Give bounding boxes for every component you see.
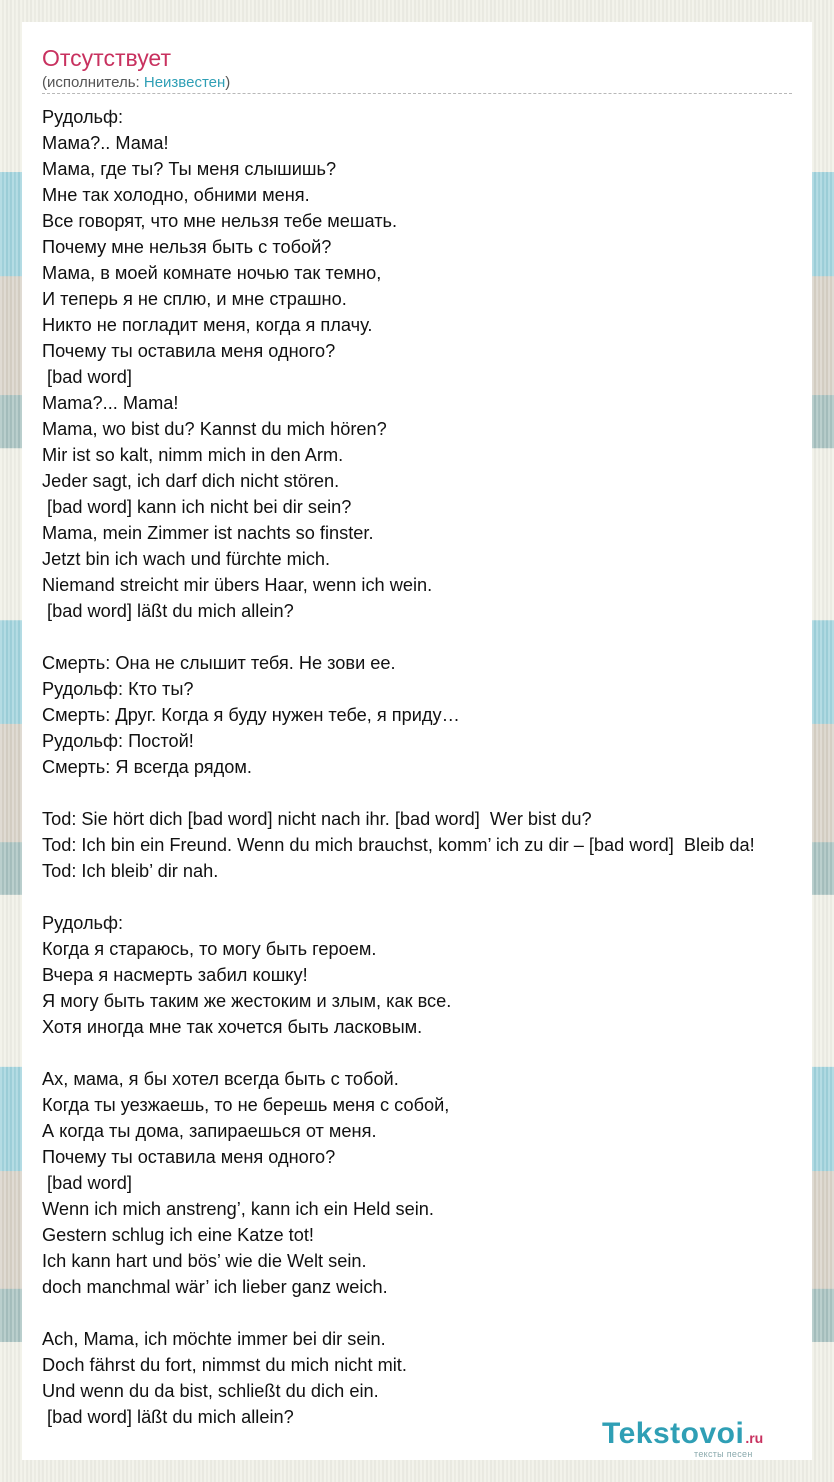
lyric-line: Почему ты оставила меня одного?: [42, 1147, 336, 1167]
performer-prefix: (исполнитель:: [42, 74, 144, 91]
lyric-line: [bad word] läßt du mich allein?: [42, 1407, 294, 1427]
lyric-line: [42, 1300, 834, 1326]
lyric-line: doch manchmal wär’ ich lieber ganz weich.: [42, 1277, 388, 1297]
lyric-line: Wenn ich mich anstreng’, kann ich ein Held sein.: [42, 1199, 434, 1219]
lyric-line: Когда ты уезжаешь, то не берешь меня с собой,: [42, 1095, 450, 1115]
lyric-line: Смерть: Я всегда рядом.: [42, 757, 252, 777]
lyric-line: [bad word] läßt du mich allein?: [42, 601, 294, 621]
lyrics-text: [42, 104, 834, 1430]
lyric-line: И теперь я не сплю, и мне страшно.: [42, 289, 347, 309]
lyric-line: [bad word]: [42, 367, 132, 387]
lyric-line: Und wenn du da bist, schließt du dich ein.: [42, 1381, 379, 1401]
site-logo[interactable]: [602, 1416, 764, 1459]
lyric-line: А когда ты дома, запираешься от меня.: [42, 1121, 377, 1141]
lyric-line: Jetzt bin ich wach und fürchte mich.: [42, 549, 331, 569]
lyric-line: Никто не погладит меня, когда я плачу.: [42, 315, 373, 335]
lyric-line: Все говорят, что мне нельзя тебе мешать.: [42, 211, 398, 231]
lyric-line: Смерть: Друг. Когда я буду нужен тебе, я приду…: [42, 705, 460, 725]
lyric-line: Рудольф:: [42, 107, 124, 127]
performer-link[interactable]: Неизвестен: [143, 74, 226, 91]
lyric-line: [42, 1040, 834, 1066]
lyric-line: Mama, wo bist du? Kannst du mich hören?: [42, 419, 387, 439]
lyric-line: [42, 780, 834, 806]
lyric-line: Хотя иногда мне так хочется быть ласковым.: [42, 1017, 423, 1037]
lyric-line: Mama, mein Zimmer ist nachts so finster.: [42, 523, 374, 543]
logo-tagline: тексты песен: [694, 1449, 753, 1459]
lyric-line: Почему ты оставила меня одного?: [42, 341, 336, 361]
lyric-line: Mama?... Mama!: [42, 393, 179, 413]
lyric-line: Niemand streicht mir übers Haar, wenn ich wein.: [42, 575, 433, 595]
header-divider: [42, 93, 792, 94]
lyric-line: Мама, где ты? Ты меня слышишь?: [42, 159, 337, 179]
lyric-line: Мне так холодно, обними меня.: [42, 185, 310, 205]
lyric-line: Tod: Sie hört dich [bad word] nicht nach ihr. [bad word] Wer bist du?: [42, 809, 592, 829]
lyric-line: Мама, в моей комнате ночью так темно,: [42, 263, 382, 283]
lyric-line: Jeder sagt, ich darf dich nicht stören.: [42, 471, 340, 491]
lyric-line: [42, 884, 834, 910]
lyric-line: Ich kann hart und bös’ wie die Welt sein.: [42, 1251, 367, 1271]
lyric-line: [bad word]: [42, 1173, 132, 1193]
lyric-line: Tod: Ich bin ein Freund. Wenn du mich brauchst, komm’ ich zu dir – [bad word] Bleib da!: [42, 835, 755, 855]
lyric-line: Почему мне нельзя быть с тобой?: [42, 237, 332, 257]
lyric-line: Вчера я насмерть забил кошку!: [42, 965, 308, 985]
performer-line: [42, 73, 230, 93]
lyric-line: Смерть: Она не слышит тебя. Не зови ее.: [42, 653, 396, 673]
lyric-line: Рудольф:: [42, 913, 124, 933]
lyric-line: Gestern schlug ich eine Katze tot!: [42, 1225, 314, 1245]
lyrics-card: [22, 22, 812, 1460]
performer-suffix: ): [225, 74, 231, 91]
logo-domain: .ru: [745, 1430, 764, 1446]
lyric-line: Когда я стараюсь, то могу быть героем.: [42, 939, 377, 959]
lyric-line: Я могу быть таким же жестоким и злым, как все.: [42, 991, 452, 1011]
lyric-line: Doch fährst du fort, nimmst du mich nicht mit.: [42, 1355, 407, 1375]
lyric-line: Ach, Mama, ich möchte immer bei dir sein.: [42, 1329, 386, 1349]
lyric-line: Мама?.. Мама!: [42, 133, 169, 153]
lyric-line: Ах, мама, я бы хотел всегда быть с тобой.: [42, 1069, 399, 1089]
lyric-line: [42, 624, 834, 650]
song-title: Отсутствует: [42, 45, 171, 71]
lyric-line: Рудольф: Постой!: [42, 731, 194, 751]
logo-name: Tekstovoi: [602, 1417, 745, 1450]
lyric-line: Tod: Ich bleib’ dir nah.: [42, 861, 219, 881]
lyric-line: Mir ist so kalt, nimm mich in den Arm.: [42, 445, 344, 465]
lyric-line: [bad word] kann ich nicht bei dir sein?: [42, 497, 352, 517]
lyric-line: Рудольф: Кто ты?: [42, 679, 194, 699]
